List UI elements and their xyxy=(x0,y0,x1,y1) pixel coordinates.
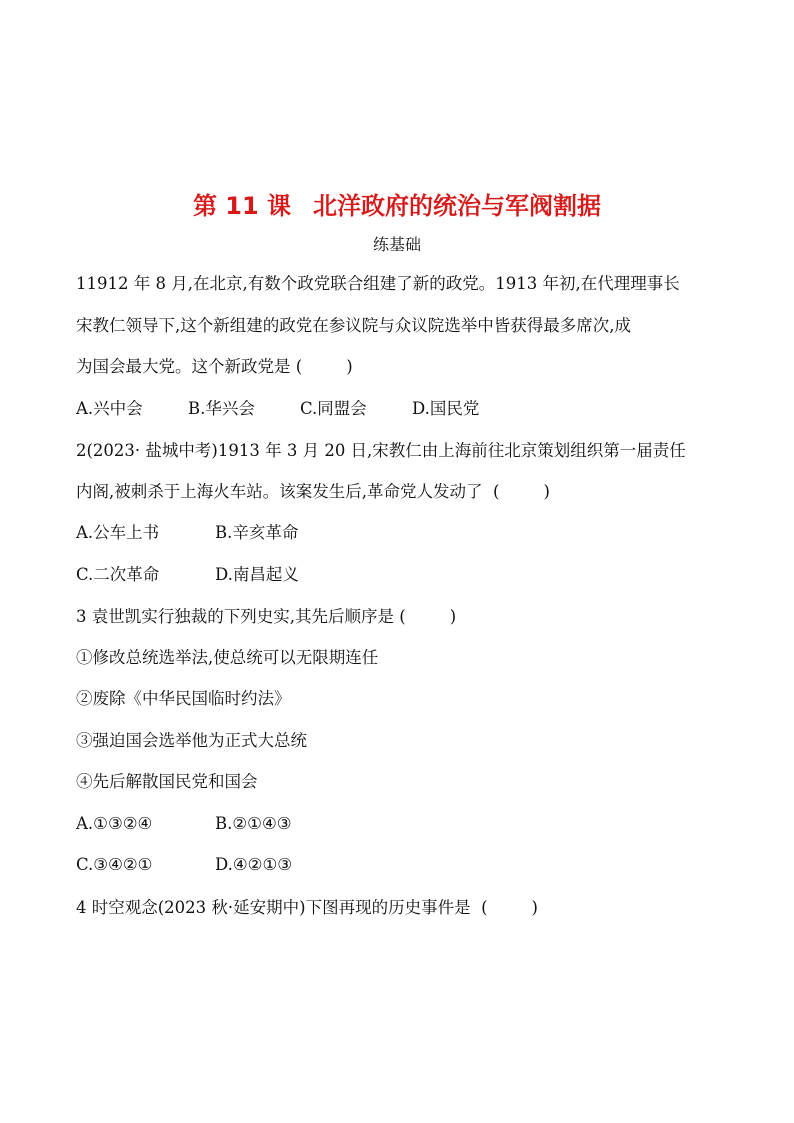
q1-option-c: C.同盟会 xyxy=(300,399,367,418)
q2-line-2-text: 内阁,被刺杀于上海火车站。该案发生后,革命党人发动了 xyxy=(76,482,483,501)
q2-option-d: D.南昌起义 xyxy=(215,565,299,584)
lesson-name: 北洋政府的统治与军阀割据 xyxy=(313,192,602,220)
q3-item-4: ④先后解散国民党和国会 xyxy=(76,772,258,791)
q1-line-1: 11912 年 8 月,在北京,有数个政党联合组建了新的政党。1913 年初,在代理理事长 xyxy=(76,274,680,293)
lesson-number: 第 11 课 xyxy=(192,192,292,220)
q4-paren-open: ( xyxy=(481,898,488,917)
q3-options-row-1 xyxy=(76,814,292,834)
q2-options-row-2 xyxy=(76,565,299,585)
q2-paren-open: ( xyxy=(493,482,500,501)
q1-options xyxy=(76,399,479,419)
q3-option-b: B.②①④③ xyxy=(215,814,292,833)
q3-paren-close: ) xyxy=(449,607,457,626)
q3-item-1: ①修改总统选举法,使总统可以无限期连任 xyxy=(76,648,379,667)
q3-option-a: A.①③②④ xyxy=(76,814,153,833)
q3-option-c: C.③④②① xyxy=(76,855,153,874)
section-subtitle: 练基础 xyxy=(372,235,421,254)
q1-option-b: B.华兴会 xyxy=(188,399,255,418)
q2-options-row-1 xyxy=(76,523,298,543)
q1-option-d: D.国民党 xyxy=(412,399,480,418)
q4-paren-close: ) xyxy=(531,898,538,917)
q1-line-2: 宋教仁领导下,这个新组建的政党在参议院与众议院选举中皆获得最多席次,成 xyxy=(76,316,631,335)
q3-item-2: ②废除《中华民国临时约法》 xyxy=(76,689,291,708)
q2-line-2 xyxy=(76,482,550,502)
q2-option-a: A.公车上书 xyxy=(76,523,160,542)
q3-options-row-2 xyxy=(76,855,292,875)
q4-stem xyxy=(76,898,538,918)
q2-line-1: 2(2023· 盐城中考)1913 年 3 月 20 日,宋教仁由上海前往北京策划组织第一届责任 xyxy=(76,441,686,460)
q1-paren-open: ( xyxy=(295,357,303,376)
q1-paren-close: ) xyxy=(346,357,353,376)
q3-item-3: ③强迫国会选举他为正式大总统 xyxy=(76,731,307,750)
q2-option-c: C.二次革命 xyxy=(76,565,160,584)
q2-option-b: B.辛亥革命 xyxy=(215,523,299,542)
page-title xyxy=(0,186,794,221)
q1-line-3 xyxy=(76,357,353,377)
q4-stem-text: 4 时空观念(2023 秋·延安期中)下图再现的历史事件是 xyxy=(76,898,471,917)
q3-paren-open: ( xyxy=(399,607,406,626)
q3-stem xyxy=(76,607,456,627)
q2-paren-close: ) xyxy=(543,482,550,501)
q1-option-a: A.兴中会 xyxy=(76,399,143,418)
q3-stem-text: 3 袁世凯实行独裁的下列史实,其先后顺序是 xyxy=(76,607,394,626)
q1-line-3-text: 为国会最大党。这个新政党是 xyxy=(76,357,291,376)
q3-option-d: D.④②①③ xyxy=(215,855,293,874)
